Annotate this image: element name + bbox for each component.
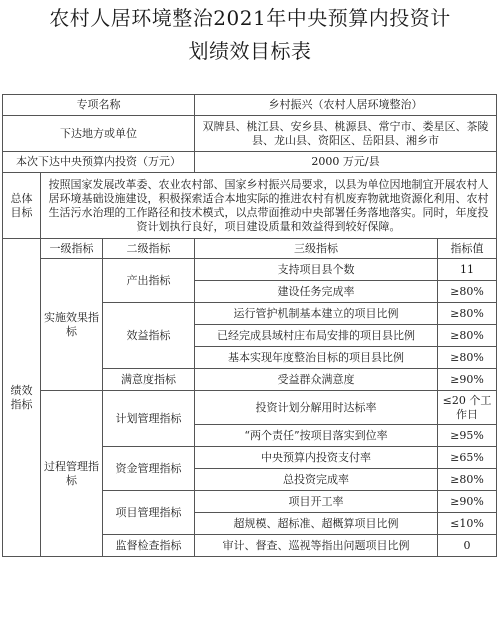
region-label: 下达地方或单位 [3,116,195,152]
indicator-value: ≥95% [438,425,497,447]
level1-implementation-effect: 实施效果指标 [41,259,103,391]
indicator-value: ≥80% [438,347,497,369]
indicator-value: ≥80% [438,469,497,491]
indicator-value: ≥90% [438,369,497,391]
header-level2: 二级指标 [103,239,195,259]
indicator-value: ≥80% [438,303,497,325]
indicator-name: 建设任务完成率 [195,281,438,303]
indicator-name: “两个责任”按项目落实到位率 [195,425,438,447]
level2-project-management: 项目管理指标 [103,491,195,535]
indicator-name: 审计、督查、巡视等指出问题项目比例 [195,535,438,557]
investment-label: 本次下达中央预算内投资（万元） [3,152,195,173]
row-investment [3,152,497,173]
indicator-value: 11 [438,259,497,281]
level2-benefit: 效益指标 [103,303,195,369]
indicator-name: 超规模、超标准、超概算项目比例 [195,513,438,535]
project-name-value: 乡村振兴（农村人居环境整治） [195,95,497,116]
performance-target-table [2,94,497,557]
indicator-name: 支持项目县个数 [195,259,438,281]
indicator-value: ≥80% [438,325,497,347]
level2-plan-management: 计划管理指标 [103,391,195,447]
overall-goal-label: 总体目标 [3,173,41,239]
level2-satisfaction: 满意度指标 [103,369,195,391]
document-title-line-2: 划绩效目标表 [188,39,312,63]
row-project-name [3,95,497,116]
indicator-name: 基本实现年度整治目标的项目县比例 [195,347,438,369]
row-region [3,116,497,152]
indicator-value: ≤20 个工作日 [438,391,497,425]
overall-goal-text: 按照国家发展改革委、农业农村部、国家乡村振兴局要求，以县为单位因地制宜开展农村人居环境基础设施建设，积极探索适合本地实际的推进农村有机废弃物就地资源化利用、农村生活污水治理的工作路径和技术模式，以点带面推动中央部署任务落地落实。同时，年度投资计划执行良好，项目建设质量和效益得到较好保障。 [41,173,497,239]
table-row [3,391,497,425]
indicator-value: ≥65% [438,447,497,469]
level2-fund-management: 资金管理指标 [103,447,195,491]
indicator-value: ≥80% [438,281,497,303]
indicator-name: 总投资完成率 [195,469,438,491]
indicator-value: 0 [438,535,497,557]
region-value: 双牌县、桃江县、安乡县、桃源县、常宁市、娄星区、茶陵县、龙山县、资阳区、岳阳县、湘乡市 [195,116,497,152]
level1-process-management: 过程管理指标 [41,391,103,557]
indicator-value: ≤10% [438,513,497,535]
indicator-name: 受益群众满意度 [195,369,438,391]
row-overall-goal [3,173,497,239]
level2-output: 产出指标 [103,259,195,303]
header-level3: 三级指标 [195,239,438,259]
project-name-label: 专项名称 [3,95,195,116]
investment-value: 2000 万元/县 [195,152,497,173]
indicator-name: 投资计划分解用时达标率 [195,391,438,425]
table-row [3,259,497,281]
indicator-name: 运行管护机制基本建立的项目比例 [195,303,438,325]
header-value: 指标值 [438,239,497,259]
indicator-name: 已经完成县域村庄布局安排的项目县比例 [195,325,438,347]
header-level1: 一级指标 [41,239,103,259]
indicator-name: 中央预算内投资支付率 [195,447,438,469]
document-title-line-1: 农村人居环境整治2021年中央预算内投资计 [49,6,451,30]
indicator-value: ≥90% [438,491,497,513]
row-indicator-headers [3,239,497,259]
performance-indicators-label: 绩效指标 [3,239,41,557]
indicator-name: 项目开工率 [195,491,438,513]
level2-supervision: 监督检查指标 [103,535,195,557]
